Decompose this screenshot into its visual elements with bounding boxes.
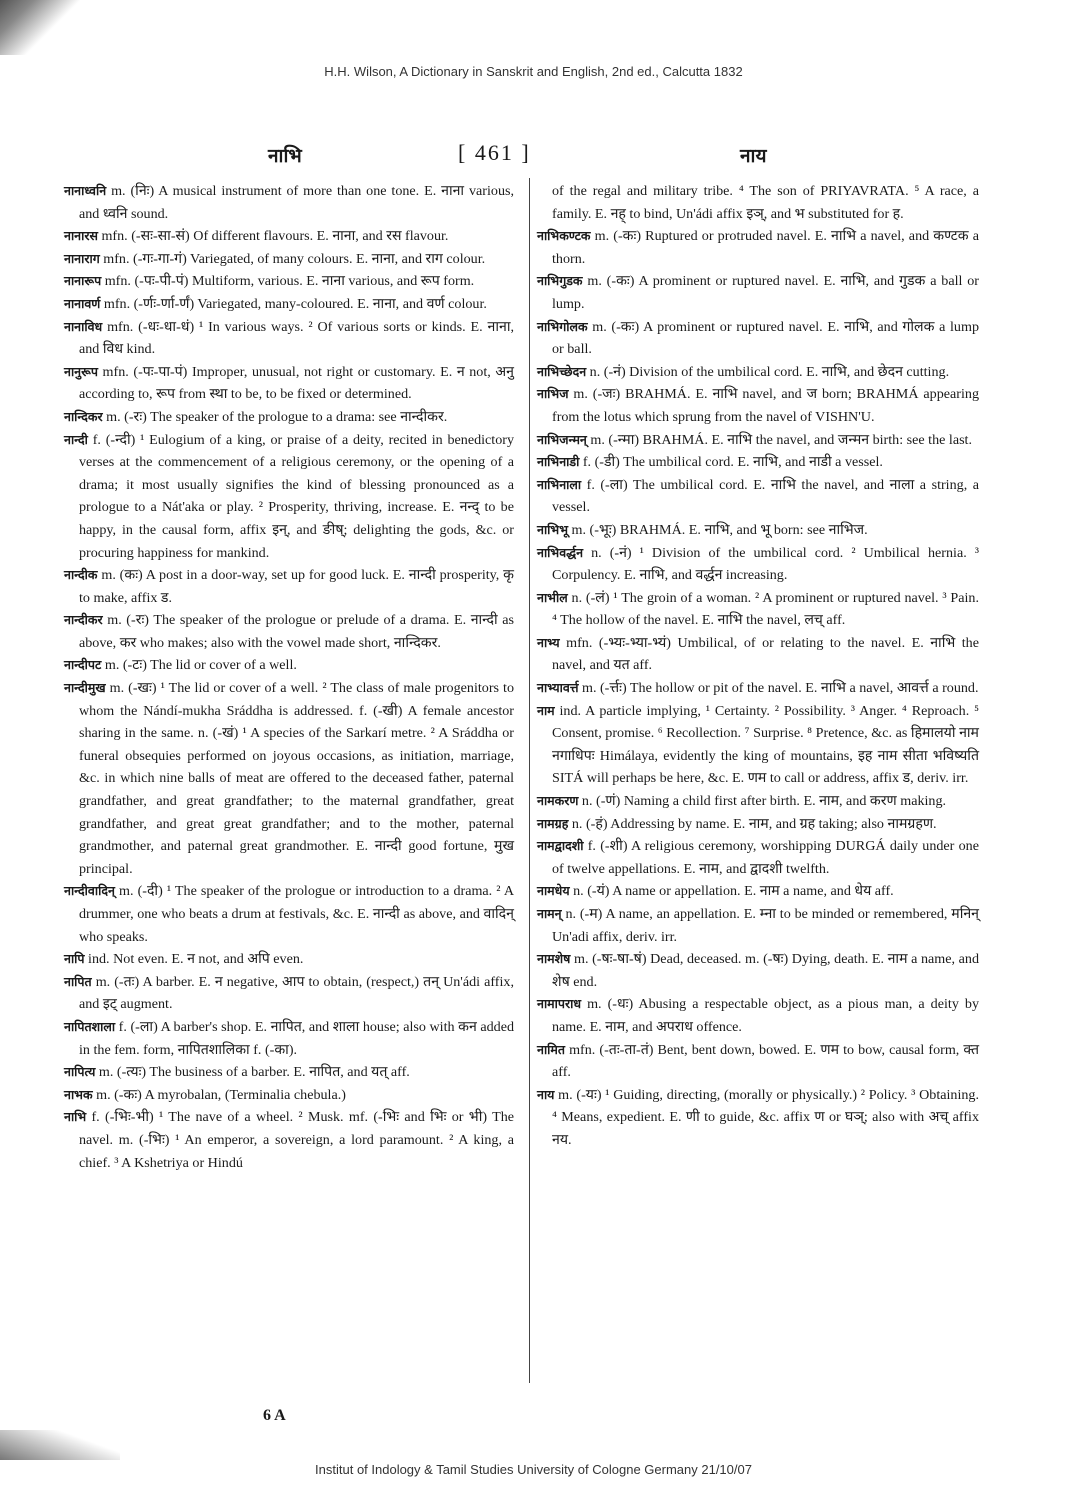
definition-text: f. (-भिः-भी) ¹ The nave of a wheel. ² Musk. mf. (-भिः and भिः or भी) The navel. m. (-भिः) ¹ An emperor, a sovereign, a lord paramount. ² A king, a chief. ³ A Kshetriya or Hindú: [79, 1109, 514, 1171]
definition-text: f. (-शी) A religious ceremony, worshipping DURGÁ daily under one of twelve appellations. E. नाम, and द्वादशी twelfth.: [552, 838, 979, 877]
left-column: [64, 180, 514, 1174]
dictionary-entry: [537, 383, 979, 428]
headword: नाभील: [537, 589, 568, 605]
definition-text: m. (-धः) Abusing a respectable object, as a pious man, a deity by name. E. नाम, and अपराध offence.: [552, 996, 979, 1035]
headword: नान्दीवादिन्: [64, 883, 115, 899]
headword: नाभिगुडक: [537, 273, 583, 289]
headword: नानाराग: [64, 250, 100, 266]
dictionary-entry: [64, 654, 514, 677]
definition-text: m. (-तः) A barber. E. न negative, आप to obtain, (respect,) तन् Un'ádi affix, and इट् augment.: [79, 973, 514, 1013]
dictionary-entry: [537, 948, 979, 993]
headword: नामद्वादशी: [537, 838, 584, 854]
column-divider: [529, 178, 530, 1383]
dictionary-entry: [537, 677, 979, 700]
dictionary-entry: [537, 451, 979, 474]
dictionary-entry: [537, 361, 979, 384]
dictionary-entry: [64, 609, 514, 654]
dictionary-entry: [537, 180, 979, 225]
definition-text: m. (-कः) A prominent or ruptured navel. E. नाभि, and गुडक a ball or lump.: [552, 273, 979, 312]
definition-text: mfn. (-गः-गा-गं) Variegated, of many colours. E. नाना, and राग colour.: [99, 250, 486, 267]
headword: नापितशाला: [64, 1018, 116, 1034]
dictionary-entry: [64, 677, 514, 880]
headword: नानाध्वनि: [64, 183, 107, 198]
definition-text: n. (-नं) Division of the umbilical cord. E. नाभि, and छेदन cutting.: [586, 363, 950, 380]
dictionary-entry: [537, 700, 979, 790]
definition-text: mfn. (-धः-धा-धं) ¹ In various ways. ² Of various sorts or kinds. E. नाना, and विध kind.: [79, 318, 514, 358]
dictionary-entry: [537, 813, 979, 836]
headword: नाभक: [64, 1086, 93, 1102]
headword: नान्दीकर: [64, 612, 103, 628]
dictionary-entry: [64, 1106, 514, 1174]
headword: नानारस: [64, 228, 98, 244]
headword: नाभ्य: [537, 634, 560, 650]
definition-text: f. (-न्दी) ¹ Eulogium of a king, or praise of a deity, recited in benedictory verses at the commencement of a religious ceremony, or the opening of a drama; it most usually signifies the kind of blessing pronounced as a prologue to a Nát'aka or play. ² Prosperity, thriving, increase. E. नन्द् to be happy, in the causal form, affix इन्, and ङीष्; delighting the gods, &c. or procuring happiness for mankind.: [79, 431, 514, 561]
headword: नामन्: [537, 906, 562, 921]
definition-text: m. (-भूः) BRAHMÁ. E. नाभि, and भू born: see नाभिज.: [568, 521, 868, 538]
definition-text: m. (-कः) A myrobalan, (Terminalia chebula.): [92, 1086, 346, 1103]
headword: नाभिगोलक: [537, 318, 588, 334]
definition-text: mfn. (-भ्यः-भ्या-भ्यं) Umbilical, of or relating to the navel. E. नाभि the navel, and यत aff.: [552, 634, 979, 674]
dictionary-entry: [537, 316, 979, 361]
dictionary-entry: [537, 632, 979, 677]
dictionary-entry: [537, 474, 979, 519]
dictionary-entry: [537, 835, 979, 880]
dictionary-entry: [537, 903, 979, 948]
headword: नानावर्ण: [64, 295, 101, 311]
headword: नानाविध: [64, 318, 103, 334]
dictionary-entry: [537, 880, 979, 903]
definition-text: f. (-ला) A barber's shop. E. नापित, and शाला house; also with कन added in the fem. form, नापितशालिका f. (-का).: [79, 1018, 514, 1058]
headword: नाभिनाडी: [537, 454, 580, 470]
definition-text: n. (-नं) ¹ Division of the umbilical cord. ² Umbilical hernia. ³ Corpulency. E. नाभि, and वर्द्धन increasing.: [552, 544, 979, 584]
definition-text: f. (-डी) The umbilical cord. E. नाभि, and नाडी a vessel.: [579, 454, 883, 471]
definition-text: ind. A particle implying, ¹ Certainty. ² Possibility. ³ Anger. ⁴ Reproach. ⁵ Consent, promise. ⁶ Recollection. ⁷ Surprise. ⁸ Pretence, &c. as हिमालयो नाम नगाधिपः Himálaya, evidently the king of mountains, इह नाम सीता भविष्यति SITÁ will perhaps be here, &c. E. णम to call or address, affix ड, deriv. irr.: [552, 702, 979, 787]
definition-text: ind. Not even. E. न not, and अपि even.: [84, 951, 304, 968]
headword: नाभिकण्टक: [537, 228, 591, 244]
definition-text: m. (-जः) BRAHMÁ. E. नाभि navel, and ज born; BRAHMÁ appearing from the lotus which sprung from the navel of VISHN'U.: [552, 386, 979, 425]
definition-text: mfn. (-पः-पी-पं) Multiform, various. E. नाना various, and रूप form.: [101, 273, 475, 290]
definition-text: m. (-टः) The lid or cover of a well.: [101, 657, 297, 674]
dictionary-entry: [64, 406, 514, 429]
dictionary-entry: [537, 429, 979, 452]
definition-text: m. (-दी) ¹ The speaker of the prologue or introduction to a drama. ² A drummer, one who beats a drum at festivals, &c. E. नान्दी as above, and वादिन् who speaks.: [79, 883, 514, 945]
headword: नान्दी: [64, 431, 88, 447]
dictionary-entry: [64, 971, 514, 1016]
dictionary-entry: [64, 225, 514, 248]
dictionary-entry: [64, 564, 514, 609]
definition-text: m. (-त्यः) The business of a barber. E. नापित, and यत् aff.: [95, 1064, 410, 1081]
headword: नाम: [537, 702, 555, 718]
headword: नाभिभू: [537, 521, 568, 537]
dictionary-entry: [64, 1061, 514, 1084]
headword: नाभिज: [537, 386, 569, 402]
page-number: [ 461 ]: [458, 140, 531, 165]
headword: नाय: [537, 1086, 555, 1102]
dictionary-entry: [64, 248, 514, 271]
dictionary-entry: [537, 790, 979, 813]
source-citation: H.H. Wilson, A Dictionary in Sanskrit and English, 2nd ed., Calcutta 1832: [324, 64, 743, 79]
dictionary-entry: [64, 316, 514, 361]
running-head-right: नाय: [740, 146, 767, 167]
definition-text: m. (-न्मा) BRAHMÁ. E. नाभि the navel, and जन्मन birth: see the last.: [586, 431, 973, 448]
definition-text: mfn. (-र्णः-र्णा-र्णं) Variegated, many-coloured. E. नाना, and वर्ण colour.: [100, 295, 487, 312]
definition-text: f. (-ला) The umbilical cord. E. नाभि the navel, and नाला a string, a vessel.: [552, 476, 979, 516]
definition-text: m. (निः) A musical instrument of more than one tone. E. नाना various, and ध्वनि sound.: [79, 183, 514, 222]
headword: नाभिच्छेदन: [537, 363, 587, 379]
headword: नाभ्यावर्त्त: [537, 680, 579, 696]
scan-edge-shadow: [0, 0, 80, 55]
footer-institution: Institut of Indology & Tamil Studies University of Cologne Germany 21/10/07: [315, 1462, 752, 1477]
definition-text: m. (-र्त्तः) The hollow or pit of the navel. E. नाभि a navel, आवर्त्त a round.: [578, 680, 979, 697]
definition-text: mfn. (-सः-सा-सं) Of different flavours. E. नाना, and रस flavour.: [97, 228, 449, 245]
dictionary-entry: [64, 880, 514, 948]
dictionary-entry: [537, 1039, 979, 1084]
dictionary-entry: [64, 293, 514, 316]
definition-text: mfn. (-पः-पा-पं) Improper, unusual, not right or customary. E. न not, अनु according to, रूप from स्था to be, to be fixed or determined.: [79, 363, 514, 403]
dictionary-entry: [537, 519, 979, 542]
dictionary-entry: [64, 948, 514, 971]
headword: नाभिनाला: [537, 476, 582, 492]
headword: नाभिजन्मन्: [537, 431, 587, 447]
definition-text: n. (-यं) A name or appellation. E. नाम a name, and धेय aff.: [569, 883, 894, 900]
headword: नामग्रह: [537, 815, 569, 831]
headword: नामापराध: [537, 996, 582, 1012]
definition-text: m. (-षः-षा-षं) Dead, deceased. m. (-षः) Dying, death. E. नाम a name, and शेष end.: [552, 951, 979, 990]
definition-text: m. (-रः) The speaker of the prologue or prelude of a drama. E. नान्दी as above, कर who makes; also with the vowel made short, नान्दिकर.: [79, 612, 514, 651]
dictionary-entry: [537, 542, 979, 587]
dictionary-entry: [537, 1084, 979, 1152]
definition-text: n. (-लं) ¹ The groin of a woman. ² A prominent or ruptured navel. ³ Pain. ⁴ The hollow of the navel. E. नाभि the navel, लच् aff.: [552, 589, 979, 629]
dictionary-entry: [64, 180, 514, 225]
headword: नान्दीक: [64, 567, 98, 583]
headword: नाभिवर्द्धन: [537, 544, 584, 560]
dictionary-entry: [537, 587, 979, 632]
dictionary-entry: [64, 361, 514, 406]
definition-text: m. (-कः) Ruptured or protruded navel. E. नाभि a navel, and कण्टक a thorn.: [552, 228, 979, 267]
running-head-left: नाभि: [268, 146, 302, 167]
definition-text: mfn. (-तः-ता-तं) Bent, bent down, bowed. E. णम to bow, causal form, क्त aff.: [552, 1041, 979, 1081]
definition-text: m. (-खः) ¹ The lid or cover of a well. ² The class of male progenitors to whom the Nándí-mukha Sráddha is addressed. f. (-खी) A female ancestor sharing in the same. n. (-खं) ¹ A species of the Sarkarí metre. ² A Sráddha or funeral obsequies performed on joyous occasions, as initiation, marriage, &c. in which nine balls of meat are offered to the deceased father, paternal grandfather, and great grandfather; to the maternal grandfather, great grandfather, and great great grandfather; and to the mother, paternal grandmother, and paternal great grandmother. E. नान्दी good fortune, मुख principal.: [79, 680, 514, 877]
dictionary-entry: [64, 1016, 514, 1061]
headword: नामित: [537, 1041, 566, 1057]
headword: नान्दिकर: [64, 408, 103, 424]
dictionary-entry: [64, 429, 514, 565]
dictionary-entry: [537, 993, 979, 1038]
definition-text: m. (कः) A post in a door-way, set up for good luck. E. नान्दी prosperity, कृ to make, affix ड.: [79, 567, 514, 606]
right-column: [537, 180, 979, 1152]
definition-text: m. (-कः) A prominent or ruptured navel. E. नाभि, and गोलक a lump or ball.: [552, 318, 979, 358]
headword: नापित: [64, 973, 92, 989]
definition-text: m. (-रः) The speaker of the prologue to a drama: see नान्दीकर.: [102, 408, 448, 425]
headword: नान्दीमुख: [64, 680, 106, 696]
dictionary-entry: [64, 270, 514, 293]
headword: नान्दीपट: [64, 657, 102, 673]
definition-text: m. (-यः) ¹ Guiding, directing, (morally or physically.) ² Policy. ³ Obtaining. ⁴ Means, expedient. E. णी to guide, &c. affix ण or घञ्; also with अच् affix नय.: [552, 1086, 979, 1148]
headword: नामशेष: [537, 951, 571, 967]
definition-text: n. (-णं) Naming a child first after birth. E. नाम, and करण making.: [578, 793, 947, 810]
scan-edge-shadow-bottom: [0, 1430, 120, 1460]
dictionary-entry: [64, 1084, 514, 1107]
headword: नापित्य: [64, 1064, 96, 1080]
definition-text: n. (-हं) Addressing by name. E. नाम, and ग्रह taking; also नामग्रहण.: [568, 815, 937, 832]
headword: नानारूप: [64, 273, 102, 289]
headword: नामधेय: [537, 883, 570, 899]
dictionary-entry: [537, 225, 979, 270]
signature-mark: 6 A: [263, 1407, 286, 1424]
definition-text: n. (-म) A name, an appellation. E. म्ना to be minded or remembered, मनिन् Un'adi affix, deriv. irr.: [552, 906, 979, 945]
definition-text: of the regal and military tribe. ⁴ The son of PRIYAVRATA. ⁵ A race, a family. E. नह् to bind, Un'ádi affix इञ्, and भ substituted for ह.: [552, 183, 979, 222]
headword: नामकरण: [537, 793, 579, 809]
headword: नापि: [64, 951, 85, 967]
headword: नाभि: [64, 1109, 87, 1125]
dictionary-entry: [537, 270, 979, 315]
headword: नानुरूप: [64, 363, 98, 379]
